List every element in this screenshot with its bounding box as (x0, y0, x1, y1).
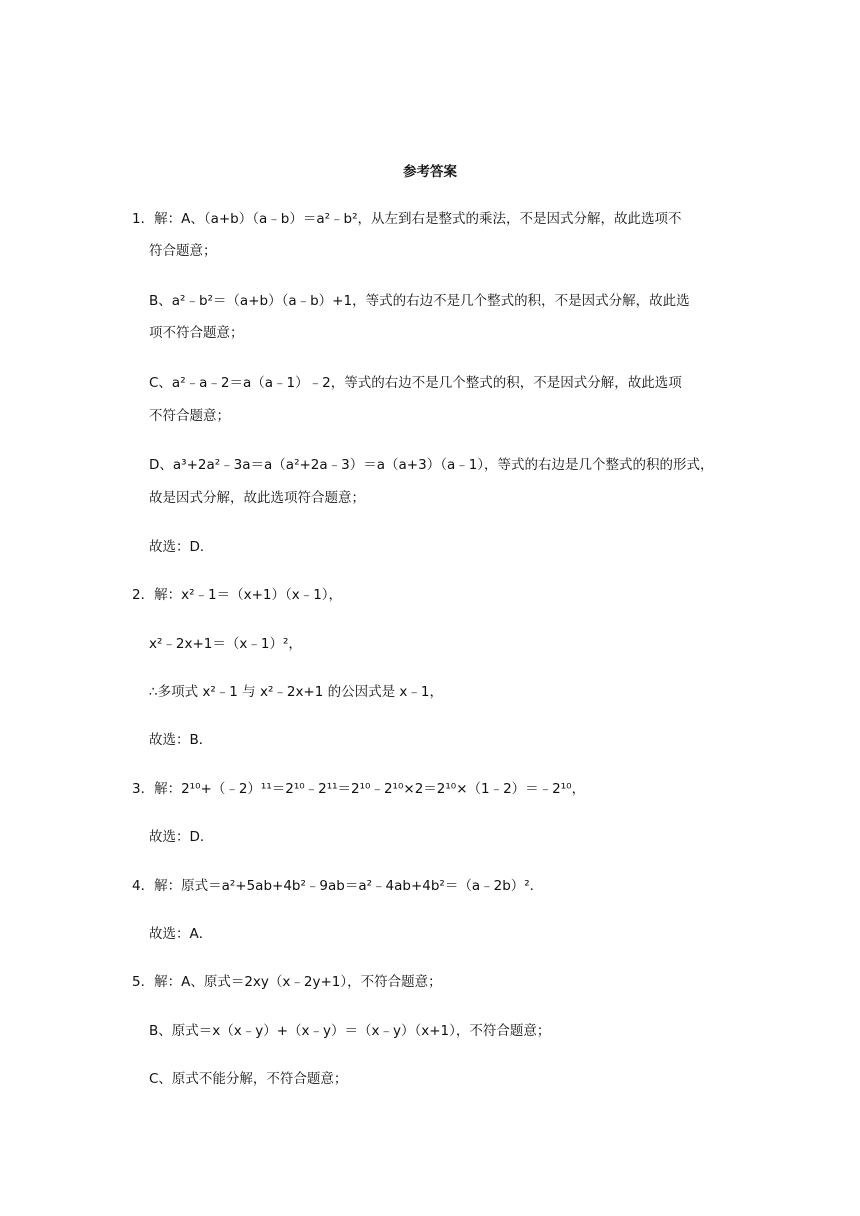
answer-4-choice: 故选：A． (149, 926, 213, 942)
answer-1-option-c-line-a: C、a²﹣a﹣2＝a（a﹣1）﹣2，等式的右边不是几个整式的积，不是因式分解，故此选项 (149, 375, 682, 391)
answer-1-option-b-line-a: B、a²﹣b²＝（a+b）（a﹣b）+1，等式的右边不是几个整式的积，不是因式分解，故此选 (149, 293, 690, 309)
answer-5-option-b: B、原式＝x（x﹣y）+（x﹣y）＝（x﹣y）（x+1），不符合题意； (149, 1023, 551, 1039)
answer-2-line-b: x²﹣2x+1＝（x﹣1）²， (149, 636, 302, 652)
page-title: 参考答案 (403, 164, 457, 180)
answer-2-line-c: ∴多项式 x²﹣1 与 x²﹣2x+1 的公因式是 x﹣1， (149, 684, 443, 700)
answer-5-option-c: C、原式不能分解，不符合题意； (149, 1071, 348, 1087)
answer-1-option-b-line-b: 项不符合题意； (149, 325, 244, 341)
answer-2-choice: 故选：B． (149, 732, 213, 748)
answer-3-line-a: 3．解：2¹⁰+（﹣2）¹¹＝2¹⁰﹣2¹¹＝2¹⁰﹣2¹⁰×2＝2¹⁰×（1﹣2）＝﹣2¹⁰， (132, 781, 586, 797)
answer-1-choice: 故选：D． (149, 539, 214, 555)
answer-3-choice: 故选：D． (149, 829, 214, 845)
answer-5-line-a: 5．解：A、原式＝2xy（x﹣2y+1），不符合题意； (132, 974, 442, 990)
answer-2-line-a: 2．解：x²﹣1＝（x+1）（x﹣1）， (132, 587, 343, 603)
answer-1-line-a: 1．解：A、（a+b）（a﹣b）＝a²﹣b²，从左到右是整式的乘法，不是因式分解，故此选项不 (132, 211, 682, 227)
answer-1-option-c-line-b: 不符合题意； (149, 408, 230, 424)
answer-1-option-d-line-a: D、a³+2a²﹣3a＝a（a²+2a﹣3）＝a（a+3）（a﹣1），等式的右边是几个整式的积的形式， (149, 457, 714, 473)
answer-1-line-b: 符合题意； (149, 243, 217, 259)
answer-1-option-d-line-b: 故是因式分解，故此选项符合题意； (149, 490, 365, 506)
answer-4-line-a: 4．解：原式＝a²+5ab+4b²﹣9ab＝a²﹣4ab+4b²＝（a﹣2b）²． (132, 878, 544, 894)
